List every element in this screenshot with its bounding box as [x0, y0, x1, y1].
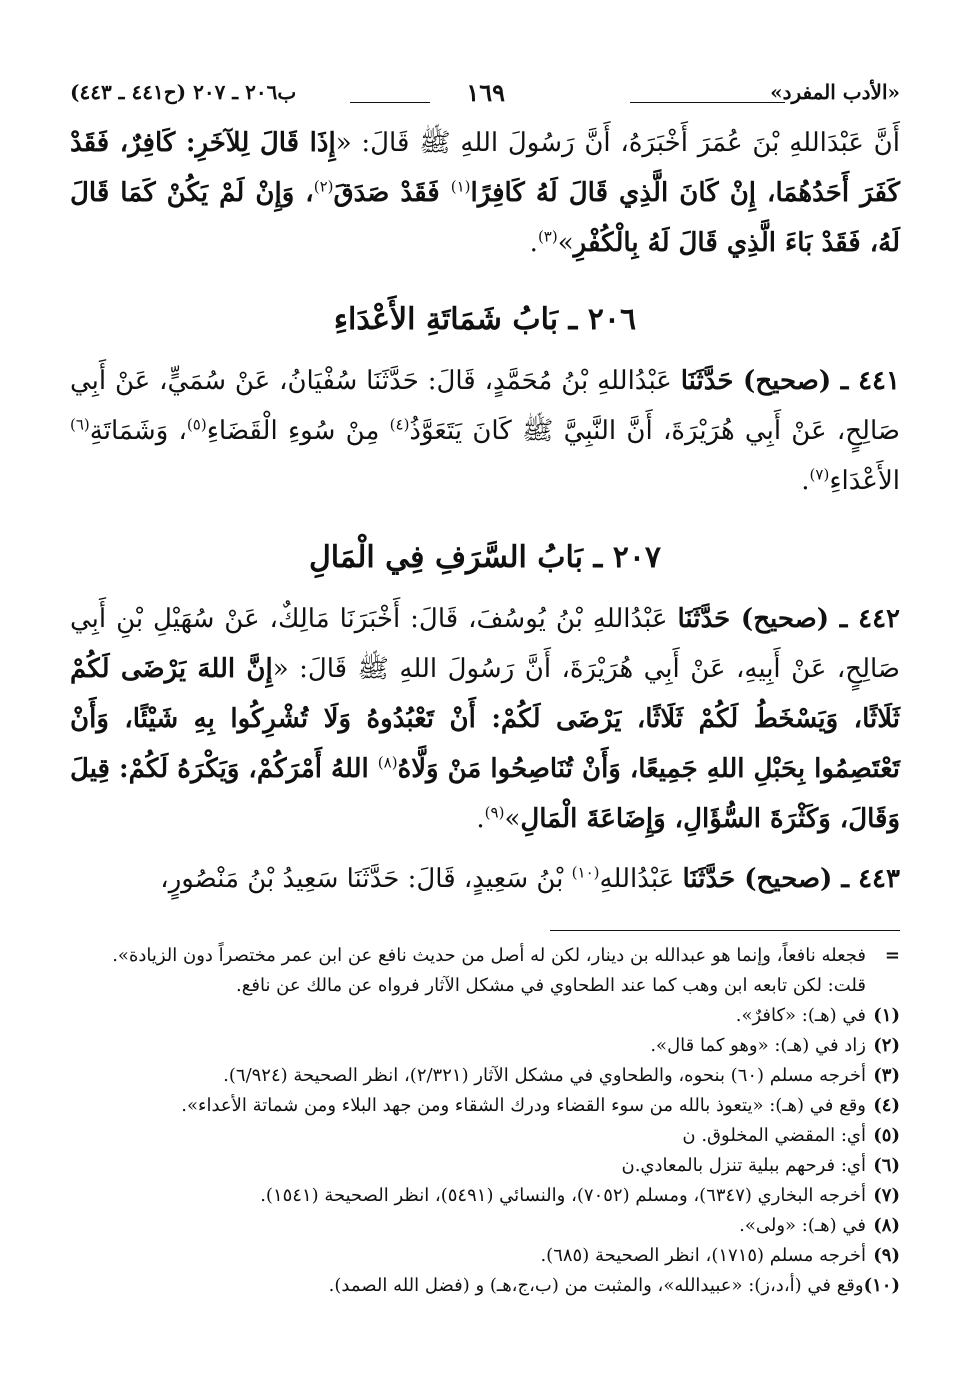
hadith-number: ٤٤٢ ـ [829, 604, 901, 634]
footnote-text: زاد في (هـ): «وهو كما قال». [650, 1035, 866, 1056]
footnote-text: أي: المقضي المخلوق. ن [682, 1125, 866, 1146]
isnad-text: بْنُ سَعِيدٍ، قَالَ: حَدَّثَنَا سَعِيدُ بْنُ مَنْصُورٍ، [160, 864, 572, 894]
footnote-continuation [70, 941, 900, 1001]
hadith-442 [70, 594, 900, 844]
footnote-text: أخرجه مسلم (١٧١٥)، انظر الصحيحة (٦٨٥). [540, 1245, 866, 1266]
footnote [70, 1031, 900, 1061]
footnote [70, 1121, 900, 1151]
hadith-text: ، وَإِنْ لَمْ يَكُنْ كَمَا قَالَ لَهُ، فَقَدْ بَاءَ الَّذِي قَالَ لَهُ بِالْكُفْرِ [70, 178, 900, 258]
footnote-number: (٢) [873, 1035, 900, 1056]
page-number: ١٦٩ [466, 78, 505, 107]
hadith-text: إِذَا قَالَ لِلآخَرِ: كَافِرٌ، فَقَدْ كَفَرَ أَحَدُهُمَا، إِنْ كَانَ الَّذِي قَالَ لَهُ كَافِرًا [70, 128, 900, 208]
footnote-number: (٤) [873, 1095, 900, 1116]
hadith-text: اللهُ أَمْرَكُمْ، وَيَكْرَهُ لَكُمْ: قِيلَ وَقَالَ، وَكَثْرَةَ السُّؤَالِ، وَإِضَاعَةَ الْمَالِ [70, 754, 900, 834]
footnote-number: (١) [873, 1005, 900, 1026]
hadith-441 [70, 356, 900, 506]
continuation-marker: = [884, 945, 900, 966]
footnote-number: (٩) [873, 1245, 900, 1266]
footnote [70, 1271, 900, 1301]
footnote-marker: (٢) [313, 177, 334, 196]
header-rule [630, 102, 785, 103]
isnad-text: عَبْدُاللهِ بْنُ يُوسُفَ، قَالَ: أَخْبَرَنَا مَالِكٌ، عَنْ سُهَيْلِ بْنِ أَبِي صَالِحٍ، عَنْ أَبِيهِ، عَنْ أَبِي هُرَيْرَةَ، أَنَّ رَسُولَ اللهِ ﷺ قَالَ: « [70, 604, 900, 684]
footnote-marker: (٧) [809, 465, 830, 484]
footnote-text: أخرجه مسلم (٦٠) بنحوه، والطحاوي في مشكل الآثار (٢/٣٢١)، انظر الصحيحة (٦/٩٢٤). [223, 1065, 866, 1086]
isnad-text: عَبْدُاللهِ بْنُ مُحَمَّدٍ، قَالَ: حَدَّثَنَا سُفْيَانُ، عَنْ سُمَيٍّ، عَنْ أَبِي صَالِحٍ، عَنْ أَبِي هُرَيْرَةَ، أَنَّ النَّبِيَّ ﷺ كَانَ يَتَعَوَّذُ [70, 366, 900, 446]
hadith-text: فَقَدْ صَدَقَ [333, 178, 451, 208]
chapter-heading-207: ٢٠٧ ـ بَابُ السَّرَفِ فِي الْمَالِ [308, 540, 662, 575]
text-run: » [504, 804, 521, 834]
footnote [70, 1211, 900, 1241]
isnad-text: عَبْدُاللهِ [599, 864, 683, 894]
text-run: ، وَشَمَاتَةِ [89, 416, 187, 446]
footnote-marker: (٩) [484, 803, 505, 822]
footnote-text: فجعله نافعاً، وإنما هو عبدالله بن دينار، لكن له أصل من حديث نافع عن ابن عمر مختصراً دون الزيادة». قلت: لكن تابعه ابن وهب كما عند الطحاوي في مشكل الآثار فرواه عن مالك عن نافع. [112, 945, 866, 996]
chapter-heading-206: ٢٠٦ ـ بَابُ شَمَاتَةِ الأَعْدَاءِ [333, 302, 637, 337]
footnote-number: (٧) [873, 1185, 900, 1206]
footnote-number: (٨) [873, 1215, 900, 1236]
footnote-text: وقع في (أ،د،ز): «عبيدالله»، والمثبت من (ب،ج،هـ) و (فضل الله الصمد). [328, 1275, 864, 1296]
footnote-marker: (١) [450, 177, 471, 196]
book-title: «الأدب المفرد» [770, 80, 900, 104]
chapter-hadith-reference: ب٢٠٦ ـ ٢٠٧ (ح٤٤١ ـ ٤٤٣) [70, 80, 297, 104]
footnote-separator [550, 930, 900, 931]
footnote-marker: (٦) [70, 415, 90, 434]
footnote-number: (٦) [873, 1155, 900, 1176]
header-rule [350, 102, 430, 103]
hadith-grade: (صحيح) حَدَّثَنَا [680, 366, 832, 396]
hadith-443 [70, 854, 900, 904]
text-run: . [529, 228, 538, 258]
footnote-list [70, 1001, 900, 1301]
hadith-grade: (صحيح) حَدَّثَنَا [677, 604, 830, 634]
footnote-text: وقع في (هـ): «يتعوذ بالله من سوء القضاء ودرك الشقاء ومن جهد البلاء ومن شماتة الأعداء». [181, 1095, 866, 1116]
footnote-marker: (١٠) [571, 863, 600, 882]
footnote-number: (١٠) [863, 1275, 900, 1296]
book-page [70, 78, 900, 1301]
footnote-text: في (هـ): «ولى». [739, 1215, 866, 1236]
text-run: . [801, 466, 810, 496]
footnote [70, 1001, 900, 1031]
footnotes [70, 941, 900, 1301]
footnote-marker: (٣) [537, 227, 558, 246]
footnote-marker: (٥) [186, 415, 207, 434]
text-run: أَنَّ عَبْدَاللهِ بْنَ عُمَرَ أَخْبَرَهُ، أَنَّ رَسُولَ اللهِ ﷺ قَالَ: « [335, 128, 901, 158]
running-header [70, 78, 900, 114]
footnote-number: (٥) [873, 1125, 900, 1146]
footnote-text: أي: فرحهم ببلية تنزل بالمعادي.ن [621, 1155, 866, 1176]
text-run: » [557, 228, 574, 258]
footnote [70, 1151, 900, 1181]
footnote-text: في (هـ): «كافرٌ». [735, 1005, 866, 1026]
text-run: الأَعْدَاءِ [829, 466, 900, 496]
hadith-number: ٤٤١ ـ [831, 366, 900, 396]
footnote-number: (٣) [873, 1065, 900, 1086]
footnote [70, 1061, 900, 1091]
footnote-text: أخرجه البخاري (٦٣٤٧)، ومسلم (٧٠٥٢)، والنسائي (٥٤٩١)، انظر الصحيحة (١٥٤١). [260, 1185, 866, 1206]
hadith-text: إِنَّ اللهَ يَرْضَى لَكُمْ ثَلَاثًا، وَيَسْخَطُ لَكُمْ ثَلَاثًا، يَرْضَى لَكُمْ: أَنْ تَعْبُدُوهُ وَلَا تُشْرِكُوا بِهِ شَيْئًا، وَأَنْ تَعْتَصِمُوا بِحَبْلِ اللهِ جَمِيعًا، وَأَنْ تُنَاصِحُوا مَنْ وَلَّاهُ [70, 654, 900, 784]
text-run: . [476, 804, 485, 834]
footnote-marker: (٨) [377, 753, 398, 772]
footnote [70, 1241, 900, 1271]
intro-paragraph [70, 118, 900, 268]
footnote [70, 1091, 900, 1121]
footnote-marker: (٤) [389, 415, 410, 434]
hadith-grade: (صحيح) حَدَّثَنَا [682, 864, 833, 894]
footnote [70, 1181, 900, 1211]
hadith-number: ٤٤٣ ـ [832, 864, 900, 894]
text-run: مِنْ سُوءِ الْقَضَاءِ [206, 416, 390, 446]
